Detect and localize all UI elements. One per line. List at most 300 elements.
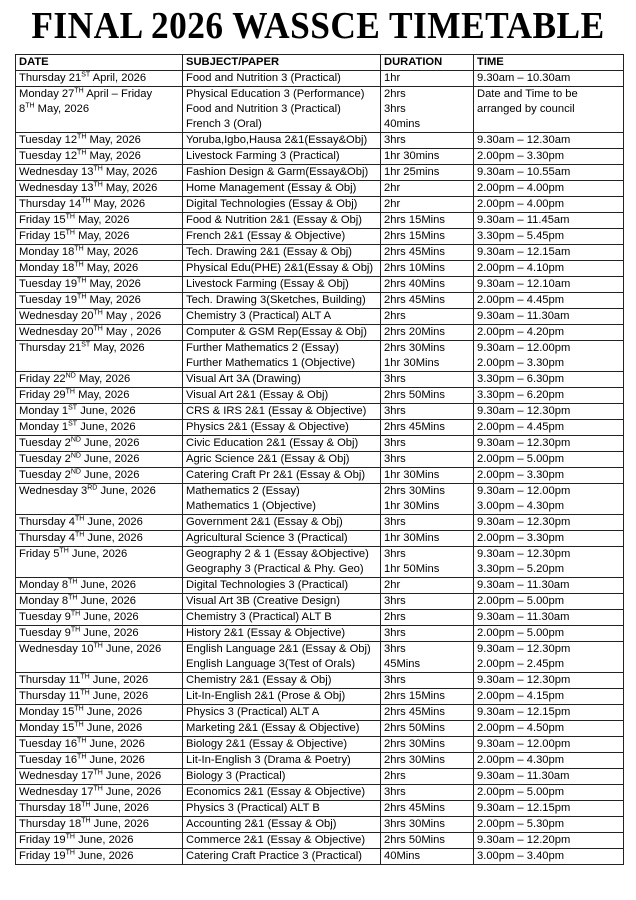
date-cell xyxy=(16,165,183,181)
date-line: Thursday 21ST May, 2026 xyxy=(19,341,145,354)
duration-line: 2hr xyxy=(384,579,401,591)
timetable xyxy=(15,54,624,865)
duration-line: 2hrs 30Mins xyxy=(384,485,445,497)
duration-line: 2hrs 10Mins xyxy=(384,262,445,274)
subject-line: Further Mathematics 2 (Essay) xyxy=(186,342,339,354)
table-row xyxy=(16,484,624,515)
subject-line: English Language 2&1 (Essay & Obj) xyxy=(186,643,371,655)
duration-line: 2hrs 45Mins xyxy=(384,246,445,258)
date-cell xyxy=(16,626,183,642)
table-row xyxy=(16,452,624,468)
subject-cell xyxy=(183,769,381,785)
table-row xyxy=(16,769,624,785)
ordinal-suffix: TH xyxy=(81,801,91,809)
subject-line: Physics 2&1 (Essay & Objective) xyxy=(186,421,349,433)
time-line: 9.30am – 10.30am xyxy=(477,72,571,84)
time-cell xyxy=(474,133,624,149)
time-line: 2.00pm – 3.30pm xyxy=(477,150,565,162)
table-row xyxy=(16,531,624,547)
date-line: Tuesday 2ND June, 2026 xyxy=(19,452,140,465)
table-row xyxy=(16,261,624,277)
time-line: 2.00pm – 3.30pm xyxy=(477,532,565,544)
time-cell xyxy=(474,610,624,626)
subject-cell xyxy=(183,87,381,133)
time-line: Date and Time to be xyxy=(477,88,578,100)
duration-cell xyxy=(381,341,474,372)
subject-line: Visual Art 3B (Creative Design) xyxy=(186,595,340,607)
ordinal-suffix: TH xyxy=(77,149,87,157)
time-line: 3.30pm – 5.45pm xyxy=(477,230,565,242)
subject-line: Civic Education 2&1 (Essay & Obj) xyxy=(186,437,359,449)
duration-cell xyxy=(381,245,474,261)
duration-line: 2hrs 15Mins xyxy=(384,230,445,242)
date-line: Wednesday 13TH May, 2026 xyxy=(19,165,158,178)
time-line: 9.30am – 11.30am xyxy=(477,611,570,623)
subject-cell xyxy=(183,578,381,594)
time-cell xyxy=(474,578,624,594)
date-cell xyxy=(16,149,183,165)
ordinal-suffix: RD xyxy=(87,484,98,492)
time-cell xyxy=(474,594,624,610)
time-cell xyxy=(474,689,624,705)
time-cell xyxy=(474,181,624,197)
duration-line: 2hrs xyxy=(384,310,406,322)
date-line: Monday 18TH May, 2026 xyxy=(19,261,139,274)
date-line: Thursday 14TH May, 2026 xyxy=(19,197,146,210)
date-line: Monday 15TH June, 2026 xyxy=(19,705,143,718)
time-line: 9.30am – 11.45am xyxy=(477,214,570,226)
subject-line: Marketing 2&1 (Essay & Objective) xyxy=(186,722,360,734)
table-row xyxy=(16,578,624,594)
table-row xyxy=(16,547,624,578)
table-row xyxy=(16,197,624,213)
time-line: 9.30am – 12.30pm xyxy=(477,437,571,449)
subject-line: Government 2&1 (Essay & Obj) xyxy=(186,516,343,528)
date-cell xyxy=(16,293,183,309)
date-cell xyxy=(16,309,183,325)
subject-line: Chemistry 3 (Practical) ALT A xyxy=(186,310,332,322)
ordinal-suffix: ST xyxy=(81,341,91,349)
date-cell xyxy=(16,610,183,626)
duration-line: 2hrs 30Mins xyxy=(384,754,445,766)
time-cell xyxy=(474,515,624,531)
ordinal-suffix: TH xyxy=(65,849,75,857)
date-line: Friday 15TH May, 2026 xyxy=(19,213,130,226)
subject-line: Home Management (Essay & Obj) xyxy=(186,182,357,194)
ordinal-suffix: TH xyxy=(93,165,103,173)
date-line: Thursday 11TH June, 2026 xyxy=(19,689,149,702)
subject-line: Tech. Drawing 3(Sketches, Building) xyxy=(186,294,366,306)
time-cell xyxy=(474,737,624,753)
subject-cell xyxy=(183,547,381,578)
time-cell xyxy=(474,245,624,261)
subject-line: Further Mathematics 1 (Objective) xyxy=(186,357,356,369)
date-cell xyxy=(16,420,183,436)
ordinal-suffix: TH xyxy=(77,753,87,761)
duration-line: 3hrs xyxy=(384,595,406,607)
ordinal-suffix: ST xyxy=(68,420,78,428)
duration-cell xyxy=(381,452,474,468)
date-cell xyxy=(16,325,183,341)
time-cell xyxy=(474,785,624,801)
subject-cell xyxy=(183,705,381,721)
subject-line: Food and Nutrition 3 (Practical) xyxy=(186,72,341,84)
subject-line: Biology 3 (Practical) xyxy=(186,770,286,782)
date-cell xyxy=(16,468,183,484)
time-line: 2.00pm – 4.45pm xyxy=(477,294,565,306)
ordinal-suffix: TH xyxy=(74,261,84,269)
date-line: Friday 29TH May, 2026 xyxy=(19,388,130,401)
subject-cell xyxy=(183,420,381,436)
time-line: 2.00pm – 4.50pm xyxy=(477,722,565,734)
subject-line: Commerce 2&1 (Essay & Objective) xyxy=(186,834,366,846)
time-cell xyxy=(474,309,624,325)
time-line: 9.30am – 12.20pm xyxy=(477,834,571,846)
date-cell xyxy=(16,388,183,404)
time-line: 2.00pm – 4.20pm xyxy=(477,326,565,338)
subject-cell xyxy=(183,452,381,468)
time-line: 2.00pm – 4.45pm xyxy=(477,421,565,433)
time-line: 9.30am – 11.30am xyxy=(477,579,570,591)
time-line: 2.00pm – 5.00pm xyxy=(477,453,565,465)
table-row xyxy=(16,372,624,388)
subject-line: Accounting 2&1 (Essay & Obj) xyxy=(186,818,337,830)
duration-line: 3hrs xyxy=(384,437,406,449)
subject-line: Digital Technologies (Essay & Obj) xyxy=(186,198,358,210)
time-cell xyxy=(474,420,624,436)
subject-cell xyxy=(183,753,381,769)
subject-line: Computer & GSM Rep(Essay & Obj) xyxy=(186,326,367,338)
time-cell xyxy=(474,404,624,420)
ordinal-suffix: TH xyxy=(70,610,81,618)
subject-cell xyxy=(183,245,381,261)
date-cell xyxy=(16,133,183,149)
time-line: 9.30am – 12.15pm xyxy=(477,802,571,814)
time-line: 3.30pm – 6.20pm xyxy=(477,389,565,401)
subject-line: Biology 2&1 (Essay & Objective) xyxy=(186,738,348,750)
date-line: Tuesday 2ND June, 2026 xyxy=(19,436,140,449)
ordinal-suffix: TH xyxy=(93,769,103,777)
duration-cell xyxy=(381,801,474,817)
time-cell xyxy=(474,673,624,689)
subject-line: Mathematics 2 (Essay) xyxy=(186,485,300,497)
time-cell xyxy=(474,484,624,515)
duration-cell xyxy=(381,468,474,484)
duration-cell xyxy=(381,833,474,849)
subject-line: Agric Science 2&1 (Essay & Obj) xyxy=(186,453,350,465)
date-line: Tuesday 2ND June, 2026 xyxy=(19,468,140,481)
table-row xyxy=(16,229,624,245)
table-row xyxy=(16,849,624,865)
time-line: 2.00pm – 5.00pm xyxy=(477,595,565,607)
time-line: 9.30am – 11.30am xyxy=(477,310,570,322)
time-line: 9.30am – 11.30am xyxy=(477,770,570,782)
table-row xyxy=(16,673,624,689)
subject-line: Chemistry 2&1 (Essay & Obj) xyxy=(186,674,332,686)
subject-line: English Language 3(Test of Orals) xyxy=(186,658,356,670)
date-line: Monday 15TH June, 2026 xyxy=(19,721,143,734)
subject-cell xyxy=(183,721,381,737)
duration-cell xyxy=(381,531,474,547)
date-line: Monday 27TH April – Friday xyxy=(19,87,153,100)
subject-line: Livestock Farming 3 (Practical) xyxy=(186,150,340,162)
subject-cell xyxy=(183,133,381,149)
duration-line: 2hrs 50Mins xyxy=(384,722,445,734)
subject-line: French 2&1 (Essay & Objective) xyxy=(186,230,346,242)
date-cell xyxy=(16,705,183,721)
date-line: Tuesday 19TH May, 2026 xyxy=(19,293,141,306)
duration-line: 2hrs 50Mins xyxy=(384,389,445,401)
duration-line: 40mins xyxy=(384,118,421,130)
table-row xyxy=(16,626,624,642)
date-line: Tuesday 9TH June, 2026 xyxy=(19,610,139,623)
subject-line: Catering Craft Pr 2&1 (Essay & Obj) xyxy=(186,469,366,481)
duration-cell xyxy=(381,689,474,705)
subject-cell xyxy=(183,197,381,213)
duration-cell xyxy=(381,721,474,737)
time-line: 2.00pm – 4.00pm xyxy=(477,198,565,210)
ordinal-suffix: TH xyxy=(77,133,87,141)
duration-line: 2hrs xyxy=(384,770,406,782)
table-row xyxy=(16,817,624,833)
time-line: 2.00pm – 4.00pm xyxy=(477,182,565,194)
time-line: 2.00pm – 4.15pm xyxy=(477,690,565,702)
time-line: 2.00pm – 4.10pm xyxy=(477,262,565,274)
duration-line: 3hrs xyxy=(384,627,406,639)
time-cell xyxy=(474,165,624,181)
ordinal-suffix: TH xyxy=(93,325,103,333)
duration-line: 3hrs xyxy=(384,786,406,798)
date-cell xyxy=(16,245,183,261)
subject-line: Physics 3 (Practical) ALT B xyxy=(186,802,320,814)
subject-line: Chemistry 3 (Practical) ALT B xyxy=(186,611,332,623)
time-line: 9.30am – 12.30pm xyxy=(477,674,571,686)
subject-line: Livestock Farming (Essay & Obj) xyxy=(186,278,349,290)
subject-cell xyxy=(183,642,381,673)
subject-cell xyxy=(183,673,381,689)
subject-line: Food and Nutrition 3 (Practical) xyxy=(186,103,341,115)
time-line: 9.30am – 10.55am xyxy=(477,166,571,178)
time-cell xyxy=(474,753,624,769)
subject-cell xyxy=(183,594,381,610)
subject-cell xyxy=(183,817,381,833)
subject-cell xyxy=(183,610,381,626)
table-row xyxy=(16,833,624,849)
subject-cell xyxy=(183,737,381,753)
duration-cell xyxy=(381,181,474,197)
column-header-time: TIME xyxy=(474,55,624,71)
time-line: 9.30am – 12.30pm xyxy=(477,643,571,655)
time-line: 9.30am – 12.10am xyxy=(477,278,571,290)
ordinal-suffix: TH xyxy=(74,515,85,523)
table-row xyxy=(16,325,624,341)
duration-line: 3hrs 30Mins xyxy=(384,818,445,830)
date-cell xyxy=(16,753,183,769)
subject-line: Physical Education 3 (Performance) xyxy=(186,88,365,100)
ordinal-suffix: TH xyxy=(68,594,78,602)
duration-line: 1hr 30Mins xyxy=(384,532,440,544)
time-cell xyxy=(474,277,624,293)
table-row xyxy=(16,689,624,705)
time-cell xyxy=(474,705,624,721)
subject-cell xyxy=(183,149,381,165)
date-line: Friday 19TH June, 2026 xyxy=(19,833,134,846)
duration-cell xyxy=(381,785,474,801)
time-line: 2.00pm – 3.30pm xyxy=(477,469,565,481)
duration-cell xyxy=(381,420,474,436)
subject-line: Lit-In-English 3 (Drama & Poetry) xyxy=(186,754,351,766)
date-cell xyxy=(16,181,183,197)
subject-line: Visual Art 2&1 (Essay & Obj) xyxy=(186,389,329,401)
date-line: Friday 19TH June, 2026 xyxy=(19,849,134,862)
duration-cell xyxy=(381,626,474,642)
duration-cell xyxy=(381,325,474,341)
time-cell xyxy=(474,388,624,404)
date-line: Thursday 11TH June, 2026 xyxy=(19,673,149,686)
subject-cell xyxy=(183,229,381,245)
subject-cell xyxy=(183,261,381,277)
date-cell xyxy=(16,785,183,801)
ordinal-suffix: TH xyxy=(80,673,90,681)
time-line: 9.30am – 12.30pm xyxy=(477,405,571,417)
date-line: Friday 15TH May, 2026 xyxy=(19,229,130,242)
duration-line: 2hr xyxy=(384,198,401,210)
date-line: Thursday 4TH June, 2026 xyxy=(19,515,143,528)
duration-cell xyxy=(381,229,474,245)
timetable-body xyxy=(16,71,624,865)
time-cell xyxy=(474,213,624,229)
subject-cell xyxy=(183,515,381,531)
ordinal-suffix: ST xyxy=(68,404,78,412)
duration-line: 3hrs xyxy=(384,405,406,417)
date-line: Tuesday 12TH May, 2026 xyxy=(19,149,141,162)
date-cell xyxy=(16,849,183,865)
ordinal-suffix: TH xyxy=(81,817,91,825)
duration-cell xyxy=(381,515,474,531)
duration-cell xyxy=(381,737,474,753)
time-cell xyxy=(474,801,624,817)
table-row xyxy=(16,610,624,626)
time-line: 3.00pm – 4.30pm xyxy=(477,500,565,512)
ordinal-suffix: TH xyxy=(93,642,103,650)
subject-line: History 2&1 (Essay & Objective) xyxy=(186,627,346,639)
subject-line: Catering Craft Practice 3 (Practical) xyxy=(186,850,362,862)
time-cell xyxy=(474,769,624,785)
ordinal-suffix: TH xyxy=(68,578,78,586)
time-cell xyxy=(474,817,624,833)
date-cell xyxy=(16,833,183,849)
ordinal-suffix: TH xyxy=(65,833,75,841)
date-cell xyxy=(16,515,183,531)
duration-line: 2hr xyxy=(384,182,401,194)
subject-line: Economics 2&1 (Essay & Objective) xyxy=(186,786,366,798)
table-row xyxy=(16,149,624,165)
time-line: 9.30am – 12.00pm xyxy=(477,485,571,497)
time-line: 2.00pm – 5.00pm xyxy=(477,627,565,639)
time-line: 2.00pm – 2.45pm xyxy=(477,658,565,670)
time-cell xyxy=(474,531,624,547)
date-cell xyxy=(16,578,183,594)
duration-line: 2hrs 45Mins xyxy=(384,706,445,718)
table-row xyxy=(16,737,624,753)
table-row xyxy=(16,213,624,229)
duration-line: 2hrs xyxy=(384,88,406,100)
time-line: arranged by council xyxy=(477,103,575,115)
ordinal-suffix: TH xyxy=(77,737,87,745)
duration-cell xyxy=(381,673,474,689)
subject-cell xyxy=(183,277,381,293)
table-row xyxy=(16,801,624,817)
duration-line: 3hrs xyxy=(384,373,406,385)
date-line: Monday 8TH June, 2026 xyxy=(19,578,136,591)
table-row xyxy=(16,71,624,87)
ordinal-suffix: TH xyxy=(74,721,84,729)
table-row xyxy=(16,277,624,293)
time-cell xyxy=(474,642,624,673)
column-header-duration: DURATION xyxy=(381,55,474,71)
subject-cell xyxy=(183,468,381,484)
subject-line: Fashion Design & Garm(Essay&Obj) xyxy=(186,166,369,178)
ordinal-suffix: ND xyxy=(70,468,81,476)
time-cell xyxy=(474,149,624,165)
subject-cell xyxy=(183,436,381,452)
duration-cell xyxy=(381,484,474,515)
duration-line: 3hrs xyxy=(384,548,406,560)
duration-line: 2hrs 45Mins xyxy=(384,294,445,306)
duration-cell xyxy=(381,309,474,325)
duration-cell xyxy=(381,388,474,404)
date-cell xyxy=(16,436,183,452)
ordinal-suffix: TH xyxy=(80,689,90,697)
time-cell xyxy=(474,721,624,737)
date-cell xyxy=(16,769,183,785)
subject-line: CRS & IRS 2&1 (Essay & Objective) xyxy=(186,405,367,417)
table-row xyxy=(16,87,624,133)
subject-line: Visual Art 3A (Drawing) xyxy=(186,373,301,385)
time-cell xyxy=(474,547,624,578)
date-cell xyxy=(16,229,183,245)
duration-line: 3hrs xyxy=(384,103,406,115)
duration-cell xyxy=(381,547,474,578)
table-row xyxy=(16,133,624,149)
date-cell xyxy=(16,737,183,753)
ordinal-suffix: TH xyxy=(77,277,87,285)
duration-cell xyxy=(381,578,474,594)
date-cell xyxy=(16,484,183,515)
duration-line: 1hr 30mins xyxy=(384,150,440,162)
date-cell xyxy=(16,341,183,372)
duration-line: 2hrs 15Mins xyxy=(384,690,445,702)
duration-cell xyxy=(381,642,474,673)
table-row xyxy=(16,515,624,531)
duration-line: 2hrs 45Mins xyxy=(384,802,445,814)
duration-cell xyxy=(381,753,474,769)
date-cell xyxy=(16,531,183,547)
ordinal-suffix: TH xyxy=(81,197,91,205)
duration-cell xyxy=(381,769,474,785)
time-line: 9.30am – 12.30pm xyxy=(477,548,571,560)
subject-cell xyxy=(183,404,381,420)
date-line: Wednesday 3RD June, 2026 xyxy=(19,484,156,497)
duration-cell xyxy=(381,149,474,165)
ordinal-suffix: TH xyxy=(77,293,87,301)
ordinal-suffix: TH xyxy=(93,785,103,793)
date-cell xyxy=(16,673,183,689)
date-line: Tuesday 19TH May, 2026 xyxy=(19,277,141,290)
ordinal-suffix: TH xyxy=(93,309,103,317)
duration-line: 2hrs 15Mins xyxy=(384,214,445,226)
time-cell xyxy=(474,87,624,133)
